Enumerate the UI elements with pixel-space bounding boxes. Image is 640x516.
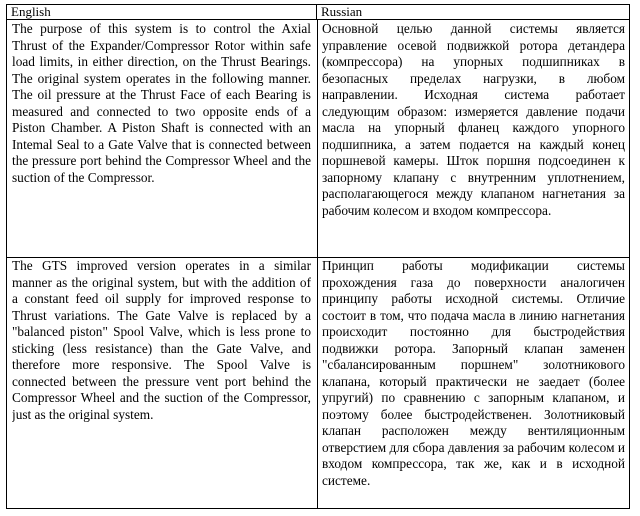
row-1-english: The purpose of this system is to control the Axial Thrust of the Expander/Compressor Rotor within safe load limits, in either direction, on the Thrust Bearings. The original system operates in the following manner. The oil pressure at the Thrust Face of each Bearing is measured and connected to two opposite ends of a Piston Chamber. A Piston Shaft is connected with an Intemal Seal to a Gate Valve that is connected between the pressure port behind the Compressor Wheel and the suction of the Compressor. — [12, 21, 311, 185]
row-1-russian: Основной целью данной системы является управление осевой подвижкой ротора детандера (компрессора) на упорных подшипниках в безопасных пределах нагрузки, в любом направлении. Исходная система работает следующим образом: измеряется давление подачи масла на упорный фланец каждого упорного подшипника, а затем подается на каждый конец поршневой камеры. Шток поршня подсоединен к запорному клапану с внутренним уплотнением, располагающегося между клапаном нагнетания за рабочим колесом и входом компрессора. — [322, 21, 625, 218]
header-english: English — [7, 5, 317, 20]
row-2-english: The GTS improved version operates in a similar manner as the original system, but with the addition of a constant feed oil supply for improved response to Thrust variations. The Gate Valve is replaced by a "balanced piston" Spool Valve, which is less prone to sticking (less resistance) than the Gate Valve, and therefore more responsive. The Spool Valve is connected between the pressure vent port behind the Compressor Wheel and the suction of the Compressor, just as the original system. — [12, 258, 311, 422]
row-2-russian: Принцип работы модификации системы прохождения газа до поверхности аналогичен принципу работы исходной системы. Отличие состоит в том, что подача масла в линию нагнетания происходит постоянно для быстродействия подвижки ротора. Запорный клапан заменен "сбалансированным поршнем" золотникового клапана, который практически не заедает (более упругий) по сравнению с запорным клапаном, и поэтому более быстродейственен. Золотниковый клапан расположен между вентиляционным отверстием для сбора давления за рабочим колесом и входом компрессора, так же, как и в исходной системе. — [322, 258, 625, 488]
column-divider — [317, 20, 318, 508]
header-russian: Russian — [317, 5, 629, 20]
translation-table — [6, 4, 630, 509]
